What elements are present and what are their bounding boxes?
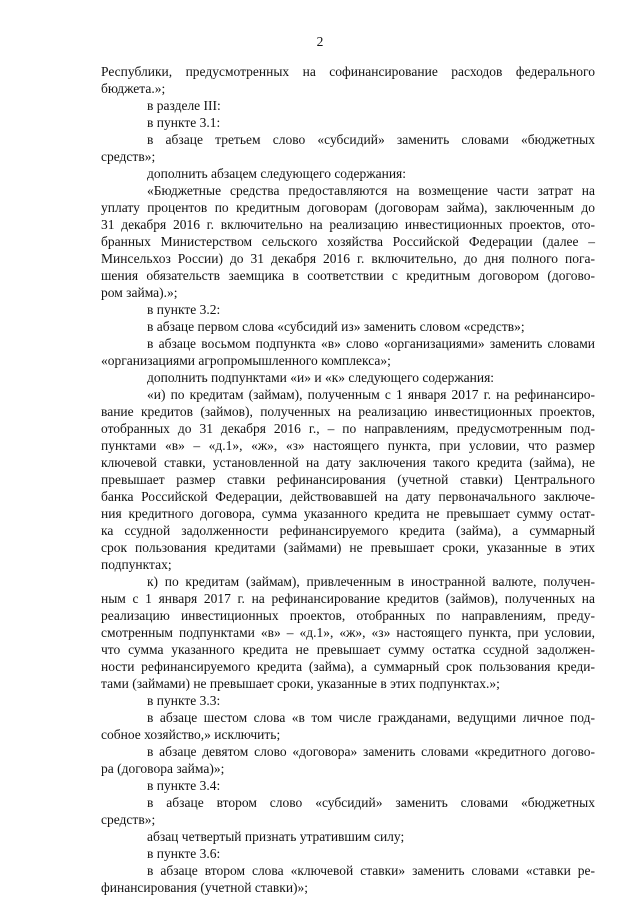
text-line: в пункте 3.2: [147,302,221,317]
text-line: банка Российской Федерации, действовавшей на дату первоначального заключе- [101,489,595,504]
text-line: Республики, предусмотренных на софинансирование расходов федерального [101,64,595,79]
text-line: тами (займами) не превышает сроки, указанные в этих подпунктах.»; [101,676,500,691]
text-line: ности рефинансируемого кредита (займа), а суммарный срок пользования креди- [101,659,595,674]
text-line: «организациями агропромышленного комплекса»; [101,353,391,368]
text-line: 31 декабря 2016 г. включительно на реализацию инвестиционных проектов, ото- [101,217,595,232]
text-line: средств»; [101,149,156,164]
text-line: превышает размер ставки рефинансирования (учетной ставки) Центрального [101,472,595,487]
text-line: бюджета.»; [101,81,166,96]
text-line: к) по кредитам (займам), привлеченным в иностранной валюте, получен- [147,574,595,589]
text-line: в абзаце девятом слово «договора» заменить словами «кредитного догово- [147,744,595,759]
text-line: ния кредитного договора, сумма указанного кредита не превышает сумму остат- [101,506,595,521]
text-line: в абзаце восьмом подпункта «в» слово «организациями» заменить словами [147,336,595,351]
text-line: бранных Министерством сельского хозяйства Российской Федерации (далее – [101,234,595,249]
text-line: ка ссудной задолженности рефинансируемого кредита (займа), а суммарный [101,523,595,538]
text-line: шения обязательств заемщика в соответствии с кредитным договором (догово- [101,268,595,283]
text-line: что сумма указанного кредита не превышает сумму остатка ссудной задолжен- [101,642,595,657]
text-line: в пункте 3.3: [147,693,221,708]
text-line: в пункте 3.4: [147,778,221,793]
text-line: в абзаце втором слово «субсидий» заменить словами «бюджетных [147,795,595,810]
text-line: дополнить абзацем следующего содержания: [147,166,407,181]
text-line: «Бюджетные средства предоставляются на возмещение части затрат на [147,183,595,198]
text-line: дополнить подпунктами «и» и «к» следующего содержания: [147,370,495,385]
text-line: в пункте 3.6: [147,846,221,861]
text-line: подпунктах; [101,557,172,572]
text-line: в абзаце третьем слово «субсидий» заменить словами «бюджетных [147,132,595,147]
page-number: 2 [316,34,324,49]
text-line: «и) по кредитам (займам), полученным с 1 января 2017 г. на рефинансиро- [147,387,595,402]
text-line: финансирования (учетной ставки)»; [101,880,309,895]
text-line: уплату процентов по кредитным договорам (договорам займа), заключенным до [101,200,595,215]
text-line: в абзаце первом слова «субсидий из» заменить словом «средств»; [147,319,525,334]
text-line: ром займа).»; [101,285,178,300]
text-line: срок пользования кредитами (займами) не превышает сроки, указанные в этих [101,540,595,555]
text-line: пунктами «в» – «д.1», «ж», «з» настоящего пункта, при условии, что размер [101,438,595,453]
text-line: абзац четвертый признать утратившим силу; [147,829,405,844]
text-line: в абзаце шестом слова «в том числе гражданами, ведущими личное под- [147,710,595,725]
text-line: ным с 1 января 2017 г. на рефинансирование кредитов (займов), полученных на [101,591,595,606]
text-line: в абзаце втором слова «ключевой ставки» заменить словами «ставки ре- [147,863,595,878]
text-line: в разделе III: [147,98,221,113]
text-line: средств»; [101,812,156,827]
text-line: вание кредитов (займов), полученных на реализацию инвестиционных проектов, [101,404,595,419]
text-line: смотренным подпунктами «в» – «д.1», «ж», «з» настоящего пункта, при условии, [101,625,595,640]
text-line: ключевой ставки, установленной на дату заключения такого кредита (займа), не [101,455,595,470]
text-line: реализацию инвестиционных проектов, отобранных по направлениям, преду- [101,608,595,623]
text-line: Минсельхоз России) до 31 декабря 2016 г. включительно, до дня полного пога- [101,251,595,266]
text-line: отобранных до 31 декабря 2016 г., – по направлениям, предусмотренным под- [101,421,595,436]
text-line: в пункте 3.1: [147,115,221,130]
text-line: ра (договора займа)»; [101,761,225,776]
text-line: собное хозяйство,» исключить; [101,727,281,742]
